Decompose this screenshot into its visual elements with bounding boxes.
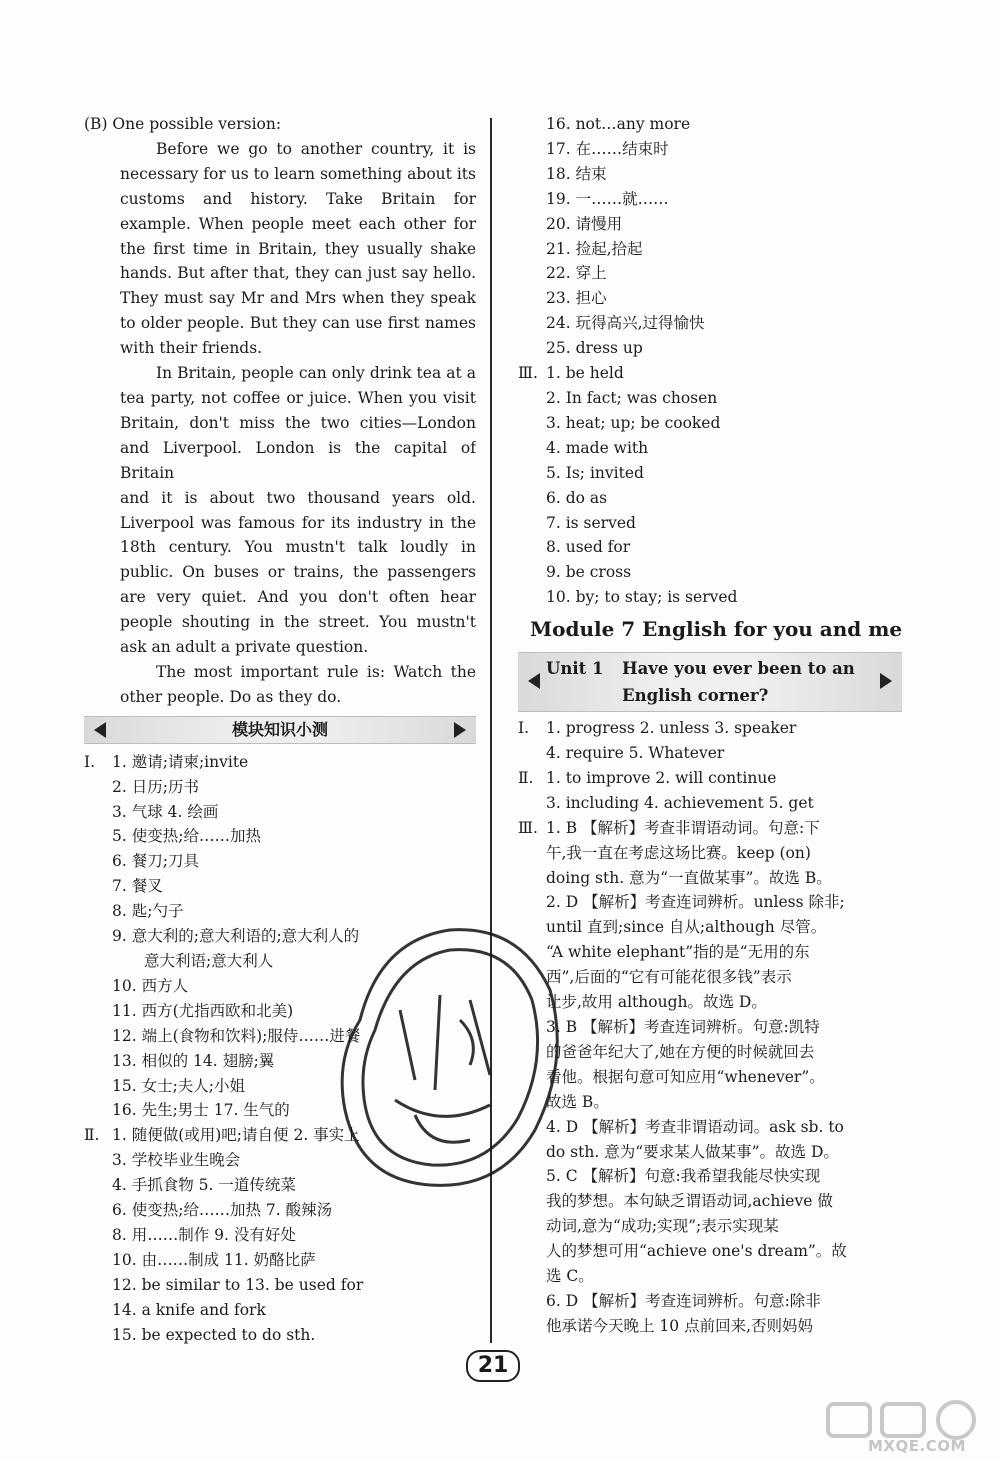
answer-item: 1. 邀请;请柬;invite xyxy=(112,752,249,771)
answer-item: 20. 请慢用 xyxy=(546,214,623,233)
essay-line: other people. Do as they do. xyxy=(120,687,342,706)
explanation-line: 选 C。 xyxy=(546,1267,594,1286)
section-numeral: Ⅰ. xyxy=(518,719,530,738)
unit-title-line-2: English corner? xyxy=(622,686,769,706)
essay-line: to older people. But they can use first names xyxy=(120,314,476,333)
explanation-line: 西”,后面的“它有可能花很多钱”表示 xyxy=(546,968,792,987)
unit-label: Unit 1 xyxy=(546,659,604,679)
left-column xyxy=(84,112,476,1348)
answer-item: 2. D 【解析】考查连词辨析。unless 除非; xyxy=(546,893,845,912)
essay-line: and it is about two thousand years old. xyxy=(120,488,476,507)
watermark-url: MXQE.COM xyxy=(868,1437,966,1455)
essay-line: hands. But after that, they can just say hello. xyxy=(120,264,476,283)
answer-item: 22. 穿上 xyxy=(546,264,607,283)
unit-banner xyxy=(518,652,902,712)
answer-item: 17. 在……结束时 xyxy=(546,139,669,158)
essay-line: In Britain, people can only drink tea at a xyxy=(156,364,476,383)
essay-line: public. On buses or trains, the passengers xyxy=(120,563,476,582)
explanation-line: “A white elephant”指的是“无用的东 xyxy=(546,943,810,962)
answer-item: 8. 用……制作 9. 没有好处 xyxy=(112,1225,296,1244)
quiz-section-1 xyxy=(84,750,476,1124)
answer-item: 16. not…any more xyxy=(546,115,691,133)
answer-item: 3. heat; up; be cooked xyxy=(546,413,721,432)
explanation-line: 午,我一直在考虑这场比赛。keep (on) xyxy=(546,843,811,862)
explanation-line: doing sth. 意为“一直做某事”。故选 B。 xyxy=(546,868,832,887)
essay-line: and Liverpool. London is the capital of Britain xyxy=(120,438,476,482)
essay-line: the first time in Britain, they usually shake xyxy=(120,239,476,258)
answer-item: 4. made with xyxy=(546,438,649,457)
essay-line: Britain, don't miss the two cities—London xyxy=(120,413,476,432)
answer-item: 7. 餐叉 xyxy=(112,877,163,896)
module-title: Module 7 English for you and me xyxy=(530,617,903,642)
answer-item: 1. B 【解析】考查非谓语动词。句意:下 xyxy=(546,818,820,837)
answer-item: 15. 女士;夫人;小姐 xyxy=(112,1076,246,1095)
answer-item: 5. 使变热;给……加热 xyxy=(112,827,261,846)
answer-item: 19. 一……就…… xyxy=(546,189,669,208)
essay-line: 18th century. You mustn't talk loudly in xyxy=(120,538,476,557)
answer-item: 7. is served xyxy=(546,513,636,532)
quiz-banner xyxy=(84,716,476,744)
essay-line: example. When people meet each other for xyxy=(120,214,476,233)
explanation-line: until 直到;since 自从;although 尽管。 xyxy=(546,918,827,937)
answer-item: 4. D 【解析】考查非谓语动词。ask sb. to xyxy=(546,1117,844,1136)
answer-item: 10. 西方人 xyxy=(112,976,189,995)
explanation-line: 让步,故用 although。故选 D。 xyxy=(546,993,767,1012)
section-numeral: Ⅲ. xyxy=(518,364,538,383)
unit-section-1 xyxy=(518,716,902,766)
triangle-right-icon xyxy=(880,673,892,689)
answer-item: 10. by; to stay; is served xyxy=(546,588,738,607)
answer-item: 6. D 【解析】考查连词辨析。句意:除非 xyxy=(546,1291,821,1310)
answer-item: 12. be similar to 13. be used for xyxy=(112,1275,364,1294)
explanation-line: 动词,意为“成功;实现”;表示实现某 xyxy=(546,1217,779,1236)
essay-line: They must say Mr and Mrs when they speak xyxy=(120,289,476,308)
answer-item: 8. used for xyxy=(546,538,631,557)
essay-paragraph-3 xyxy=(84,660,476,710)
essay-line: people shouting in the street. You mustn't xyxy=(120,613,476,632)
answer-item: 13. 相似的 14. 翅膀;翼 xyxy=(112,1051,275,1070)
triangle-right-icon xyxy=(454,722,466,738)
section-numeral: Ⅱ. xyxy=(518,768,534,787)
essay-line: Liverpool was famous for its industry in the xyxy=(120,513,476,532)
explanation-line: 故选 B。 xyxy=(546,1092,609,1111)
answer-item: 15. be expected to do sth. xyxy=(112,1325,316,1344)
continued-items xyxy=(518,112,902,361)
explanation-line: 他承诺今天晚上 10 点前回来,否则妈妈 xyxy=(546,1316,814,1335)
answer-item: 意大利语;意大利人 xyxy=(144,952,274,970)
essay-line: customs and history. Take Britain for xyxy=(120,189,476,208)
answer-item: 3. including 4. achievement 5. get xyxy=(546,793,814,812)
answer-item: 21. 捡起,拾起 xyxy=(546,239,643,258)
unit-section-2 xyxy=(518,766,902,816)
page-number: 21 xyxy=(466,1350,520,1382)
answer-item: 18. 结束 xyxy=(546,164,607,183)
answer-item: 8. 匙;勺子 xyxy=(112,902,184,921)
section-b-label: (B) One possible version: xyxy=(84,115,282,133)
answer-item: 16. 先生;男士 17. 生气的 xyxy=(112,1101,290,1120)
explanation-line: 的爸爸年纪大了,她在方便的时候就回去 xyxy=(546,1042,815,1061)
answer-item: 3. 学校毕业生晚会 xyxy=(112,1151,241,1170)
answer-item: 9. be cross xyxy=(546,563,632,582)
answer-item: 12. 端上(食物和饮料);服侍……进餐 xyxy=(112,1026,361,1045)
answer-item: 1. 随便做(或用)吧;请自便 2. 事实上 xyxy=(112,1126,360,1145)
answer-item: 4. 手抓食物 5. 一道传统菜 xyxy=(112,1176,296,1195)
answer-item: 5. C 【解析】句意:我希望我能尽快实现 xyxy=(546,1167,821,1186)
section-numeral: Ⅱ. xyxy=(84,1126,100,1145)
answer-item: 3. 气球 4. 绘画 xyxy=(112,802,219,821)
answer-item: 1. to improve 2. will continue xyxy=(546,768,777,787)
answer-item: 10. 由……制成 11. 奶酪比萨 xyxy=(112,1250,316,1269)
answer-item: 2. In fact; was chosen xyxy=(546,388,718,407)
unit-section-3 xyxy=(518,816,902,1339)
triangle-left-icon xyxy=(528,673,540,689)
answer-item: 4. require 5. Whatever xyxy=(546,744,725,763)
essay-line: tea party, not coffee or juice. When you visit xyxy=(120,388,476,407)
unit-title xyxy=(622,655,855,709)
section-numeral: Ⅰ. xyxy=(84,752,96,771)
answer-item: 9. 意大利的;意大利语的;意大利人的 xyxy=(112,927,360,946)
essay-paragraph-2 xyxy=(84,361,476,660)
right-column xyxy=(518,112,902,1339)
explanation-line: 看他。根据句意可知应用“whenever”。 xyxy=(546,1067,825,1086)
explanation-line: 人的梦想可用“achieve one's dream”。故 xyxy=(546,1242,847,1261)
section-numeral: Ⅲ. xyxy=(518,818,538,837)
answer-item: 11. 西方(尤指西欧和北美) xyxy=(112,1001,294,1020)
quiz-section-3 xyxy=(518,361,902,610)
answer-item: 6. 餐刀;刀具 xyxy=(112,852,199,871)
answer-item: 1. be held xyxy=(546,364,624,383)
answer-item: 3. B 【解析】考查连词辨析。句意:凯特 xyxy=(546,1018,820,1036)
column-divider xyxy=(490,118,492,1343)
quiz-banner-title: 模块知识小测 xyxy=(231,719,328,739)
answer-item: 2. 日历;历书 xyxy=(112,777,199,796)
essay-line: ask an adult a private question. xyxy=(120,638,369,657)
explanation-line: do sth. 意为“要求某人做某事”。故选 D。 xyxy=(546,1142,839,1161)
essay-paragraph-1 xyxy=(84,137,476,361)
answer-item: 5. Is; invited xyxy=(546,463,644,482)
essay-line: The most important rule is: Watch the xyxy=(156,662,476,681)
unit-title-line-1: Have you ever been to an xyxy=(622,659,855,679)
quiz-section-2 xyxy=(84,1123,476,1347)
answer-item: 6. 使变热;给……加热 7. 酸辣汤 xyxy=(112,1201,333,1220)
essay-line: with their friends. xyxy=(120,339,263,358)
answer-item: 23. 担心 xyxy=(546,289,607,308)
answer-item: 1. progress 2. unless 3. speaker xyxy=(546,719,797,738)
answer-item: 6. do as xyxy=(546,488,608,507)
explanation-line: 我的梦想。本句缺乏谓语动词,achieve 做 xyxy=(546,1192,833,1211)
essay-line: necessary for us to learn something about its xyxy=(120,164,476,183)
essay-line: Before we go to another country, it is xyxy=(156,139,476,158)
answer-item: 14. a knife and fork xyxy=(112,1300,266,1319)
essay-line: are very quiet. And you don't often hear xyxy=(120,588,476,607)
answer-item: 24. 玩得高兴,过得愉快 xyxy=(546,314,705,333)
answer-item: 25. dress up xyxy=(546,339,643,358)
